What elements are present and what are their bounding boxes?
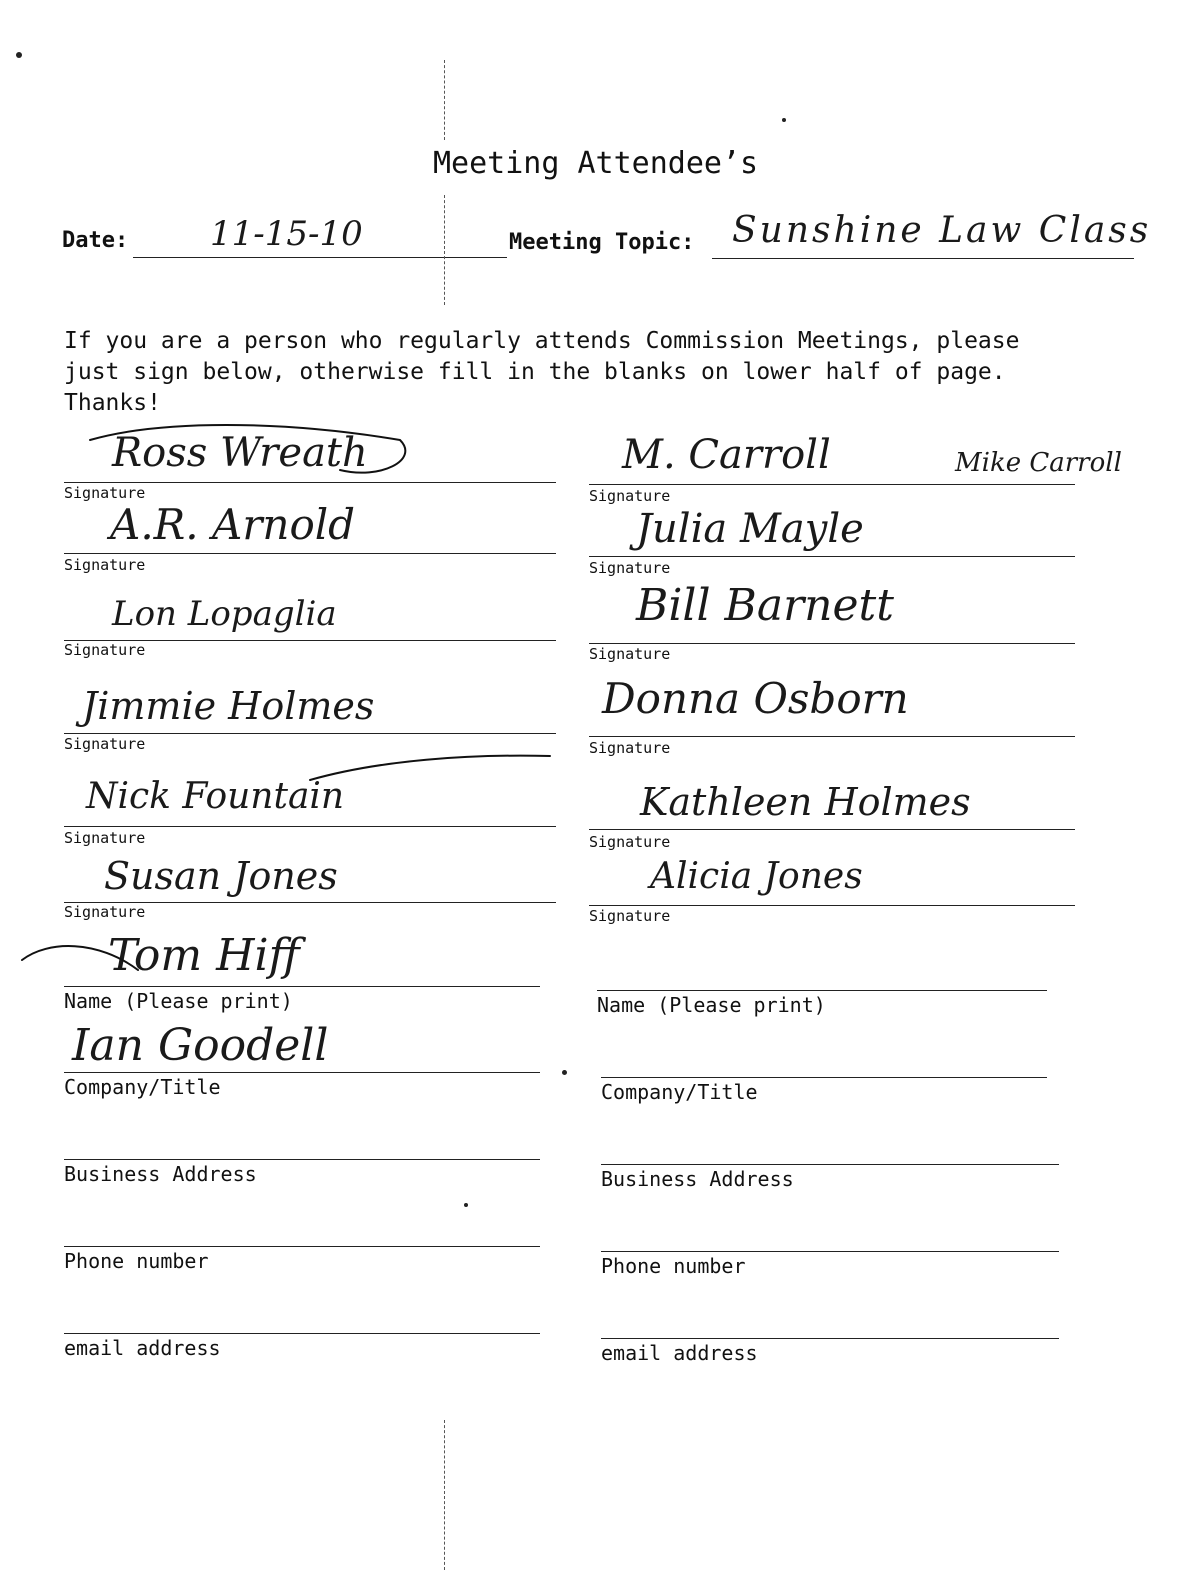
- signature-label: Signature: [589, 833, 671, 851]
- signature-handwriting: Alicia Jones: [650, 856, 863, 897]
- signature-handwriting: Julia Mayle: [636, 506, 864, 552]
- signature-handwriting: Ross Wreath: [112, 430, 368, 476]
- signature-handwriting: Kathleen Holmes: [640, 780, 971, 824]
- scan-speck: [562, 1070, 567, 1075]
- signature-line: [64, 826, 556, 827]
- signature-label: Signature: [64, 829, 146, 847]
- address-line: [64, 1159, 540, 1160]
- signature-label: Signature: [64, 641, 146, 659]
- signature-handwriting: Susan Jones: [104, 854, 338, 898]
- signature-label: Signature: [589, 645, 671, 663]
- company-label: Company/Title: [64, 1075, 221, 1099]
- signature-line: [64, 733, 556, 734]
- signature-label: Signature: [64, 903, 146, 921]
- topic-label: Meeting Topic:: [509, 230, 695, 255]
- signature-line: [589, 736, 1075, 737]
- scan-speck: [782, 118, 786, 122]
- company-line: [64, 1072, 540, 1073]
- email-label: email address: [601, 1341, 758, 1365]
- signature-line: [589, 556, 1075, 557]
- address-label: Business Address: [601, 1167, 794, 1191]
- fold-mark: [444, 1420, 446, 1570]
- address-label: Business Address: [64, 1162, 257, 1186]
- phone-label: Phone number: [601, 1254, 746, 1278]
- address-line: [601, 1164, 1059, 1165]
- signature-handwriting: Nick Fountain: [86, 776, 345, 817]
- company-label: Company/Title: [601, 1080, 758, 1104]
- topic-line: [712, 258, 1134, 259]
- signature-label: Signature: [64, 735, 146, 753]
- phone-label: Phone number: [64, 1249, 209, 1273]
- date-line: [133, 257, 507, 258]
- topic-value: Sunshine Law Class: [732, 210, 1152, 251]
- signature-label: Signature: [589, 487, 671, 505]
- signature-flourish: [300, 750, 560, 790]
- signature-label: Signature: [64, 484, 146, 502]
- signature-label: Signature: [589, 907, 671, 925]
- signature-label: Signature: [589, 559, 671, 577]
- signature-line: [589, 829, 1075, 830]
- signature-handwriting: A.R. Arnold: [110, 500, 356, 549]
- company-line: [601, 1077, 1047, 1078]
- signature-handwriting: M. Carroll: [622, 432, 831, 478]
- printed-note: Mike Carroll: [955, 448, 1122, 478]
- company-value: Ian Goodell: [72, 1020, 329, 1071]
- phone-line: [601, 1251, 1059, 1252]
- signature-line: [589, 484, 1075, 485]
- fold-mark: [444, 60, 446, 140]
- signature-handwriting: Bill Barnett: [636, 580, 894, 631]
- signature-label: Signature: [589, 739, 671, 757]
- signature-line: [589, 905, 1075, 906]
- intro-text: If you are a person who regularly attends Commission Meetings, please just sign below, otherwise fill in the blanks on lower half of page. Thanks!: [64, 328, 1020, 416]
- name-label: Name (Please print): [64, 989, 293, 1013]
- page-title: Meeting Attendee’s: [433, 146, 759, 181]
- scan-speck: [464, 1203, 468, 1207]
- fold-mark: [444, 195, 446, 305]
- email-line: [601, 1338, 1059, 1339]
- signature-line: [589, 643, 1075, 644]
- date-value: 11-15-10: [210, 214, 363, 254]
- scan-speck: [16, 52, 22, 58]
- email-label: email address: [64, 1336, 221, 1360]
- name-label: Name (Please print): [597, 993, 826, 1017]
- email-line: [64, 1333, 540, 1334]
- signature-line: [64, 553, 556, 554]
- date-label: Date:: [62, 228, 129, 253]
- signature-handwriting: Lon Lopaglia: [112, 594, 337, 634]
- phone-line: [64, 1246, 540, 1247]
- signature-handwriting: Jimmie Holmes: [82, 684, 375, 728]
- signature-flourish: [80, 400, 440, 490]
- name-value: Tom Hiff: [108, 930, 300, 981]
- signature-flourish: [18, 930, 148, 990]
- signature-label: Signature: [64, 556, 146, 574]
- name-line: [597, 990, 1047, 991]
- signature-handwriting: Donna Osborn: [602, 674, 909, 723]
